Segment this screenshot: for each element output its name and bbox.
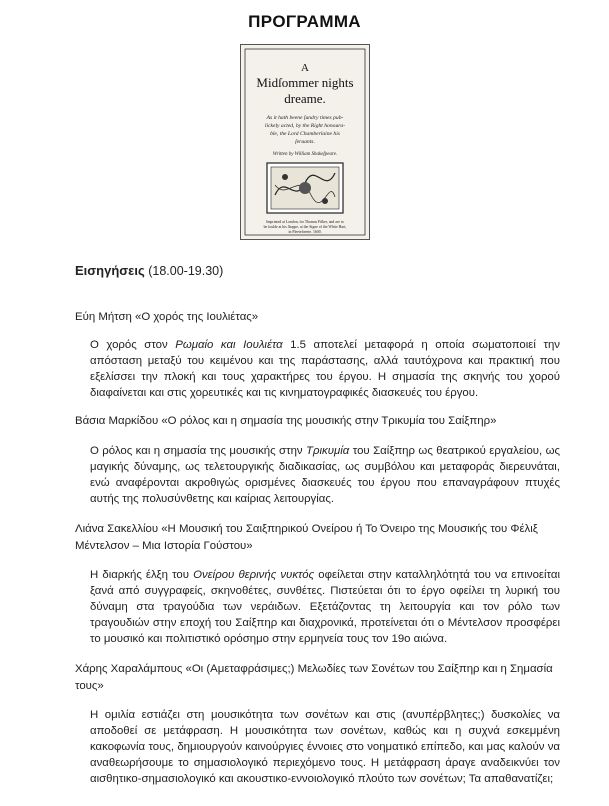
talk-speaker: Εύη Μήτση «Ο χορός της Ιουλιέτας» bbox=[75, 311, 259, 323]
abstract-text: 1.5 αποτελεί μεταφορά η οποία σωματοποιεί την απόσταση μεταξύ του κειμένου και της παράστασης, αλλά ταυτόχρονα και πρακτική που εξελίσσει την πλοκή και τους χαρακτήρες του έργου. Η σημασία της σκηνής του χορού διαφαίνεται και στις χορευτικές και τις κινηματογραφικές διασκευές του έργου. bbox=[90, 339, 561, 399]
cover-sub1: As it hath beene ſundry times pub- bbox=[266, 115, 344, 121]
cover-line3: dreame. bbox=[284, 91, 326, 106]
cover-illustration bbox=[241, 45, 369, 239]
talk-abstract bbox=[90, 567, 560, 647]
book-cover-image bbox=[240, 44, 370, 240]
cover-sub3: ble, the Lord Chamberlaine his bbox=[270, 131, 340, 137]
section-heading bbox=[75, 263, 223, 278]
abstract-text: οφείλεται στην καταλληλότητά του να επινοείται ξανά από συγγραφείς, σκηνοθέτες, συνθέτες. Πιστεύεται ότι το έργο οφείλει τη λυρική του δύναμη στα τραγούδια των νεράιδων. Εξετάζοντας τη λειτουργία και τον ρόλο των τραγουδιών στην εποχή του Σαίξπηρ και διαχρονικά, προτείνεται ότι ο Μέντελσον προσφέρει το μουσικό και πολιτιστικό ορόσημο στην ερμηνεία τους τον 19ο αιώνα. bbox=[90, 569, 560, 645]
cover-imprint1: Imprinted at London, for Thomas Fiſher, and are to bbox=[266, 220, 344, 224]
section-heading-label: Εισηγήσεις bbox=[75, 263, 145, 278]
work-title: Ονείρου θερινής νυκτός bbox=[193, 569, 315, 581]
work-title: Τρικυμία bbox=[306, 445, 350, 457]
cover-author: Written by William Shakeſpeare. bbox=[272, 152, 338, 157]
cover-line2: Midſommer nights bbox=[256, 75, 354, 90]
cover-imprint3: in Fleeteſtreete. 1600. bbox=[288, 230, 322, 234]
cover-imprint2: be ſoulde at his ſhoppe, at the Signe of the White Hart, bbox=[263, 225, 347, 229]
page-title: ΠΡΟΓΡΑΜΜΑ bbox=[248, 12, 361, 31]
talk-abstract bbox=[90, 337, 560, 401]
talk-speaker: Χάρης Χαραλάμπους «Οι (Αμεταφράσιμες;) Μελωδίες των Σονέτων του Σαίξπηρ και η Σημασία τους» bbox=[75, 663, 553, 692]
abstract-text: Ο χορός στον bbox=[90, 339, 176, 351]
talk-abstract bbox=[90, 707, 560, 787]
abstract-text: Η διαρκής έλξη του bbox=[90, 569, 194, 581]
section-time: (18.00-19.30) bbox=[148, 264, 224, 278]
cover-sub2: lickely acted, by the Right honoura- bbox=[264, 123, 346, 129]
talk-speaker: Βάσια Μαρκίδου «Ο ρόλος και η σημασία της μουσικής στην Τρικυμία του Σαίξπηρ» bbox=[75, 415, 497, 427]
abstract-text: Ο ρόλος και η σημασία της μουσικής στην bbox=[90, 445, 307, 457]
talk-abstract bbox=[90, 443, 560, 507]
cover-line1: A bbox=[301, 62, 309, 74]
abstract-text: Η ομιλία εστιάζει στη μουσικότητα των σονέτων και στις (ανυπέρβλητες;) δυσκολίες να αποδοθεί σε μετάφραση. Η μουσικότητα των σονέτων, καθώς και η συχνά εσκεμμένη κακοφωνία τους, δημιουργούν καινούργιες έννοιες στο νοηματικό επίπεδο, και μας καλούν να αναθεωρήσουμε το σημασιολογικό περιεχόμενο τους. Η μετάφραση άραγε αναδεικνύει τον αισθητικο-σημασιολογικό και ακουστικο-εννοιολογικό πλούτο των σονέτων; Τα απαθανατίζει; bbox=[90, 709, 560, 785]
abstract-text: του Σαίξπηρ ως θεατρικού εργαλείου, ως μαγικής δύναμης, ως τελετουργικής διαδικασίας, ως συμβόλου και μεταφοράς διερευνάται, ενώ αναφέρονται ακροθιγώς ορισμένες διασκευές του έργου που επαναγράφουν πτυχές αυτής της πολυσύνθετης και καίριας λειτουργίας. bbox=[90, 445, 560, 505]
cover-sub4: ſeruants. bbox=[295, 139, 315, 145]
talk-speaker: Λιάνα Σακελλίου «Η Μουσική του Σαιξπηρικού Ονείρου ή Το Όνειρο της Μουσικής του Φέλιξ Μέντελσον – Μια Ιστορία Γούστου» bbox=[75, 523, 538, 552]
work-title: Ρωμαίο και Ιουλιέτα bbox=[175, 339, 283, 351]
